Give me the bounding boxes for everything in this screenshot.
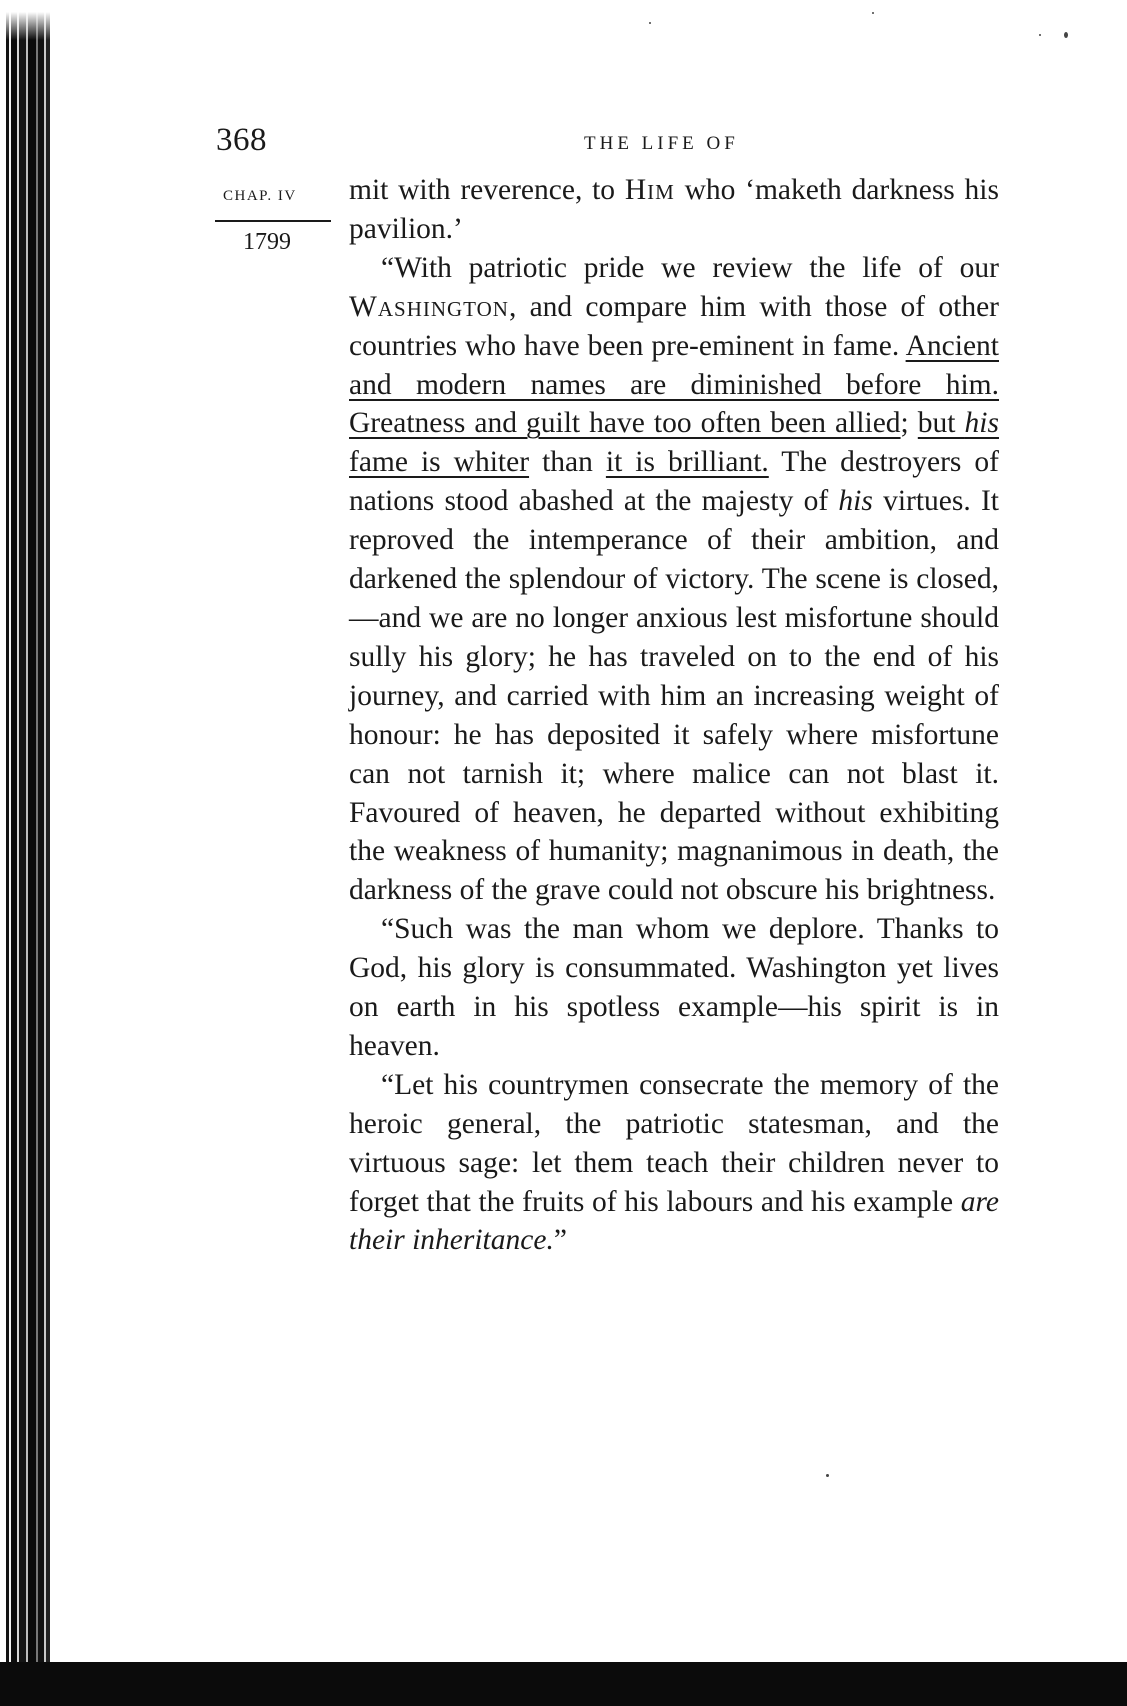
small-caps-name: Him bbox=[624, 174, 675, 206]
margin-rule bbox=[215, 220, 331, 222]
body-text bbox=[349, 171, 999, 1260]
paragraph: “Let his countrymen consecrate the memory of the heroic general, the patriotic statesman, and the virtuous sage: let them teach their children never to forget that the fruits of his labours and his example are their inheritance.” bbox=[349, 1068, 999, 1257]
hand-underlined-passage: Ancient and modern names are diminished before him. Greatness and guilt have too often been allied bbox=[349, 329, 999, 440]
running-head: THE LIFE OF bbox=[584, 133, 739, 154]
scan-speck bbox=[826, 1474, 829, 1477]
scan-bottom-edge bbox=[0, 1662, 1127, 1706]
scan-speck bbox=[872, 12, 874, 14]
binding-fade bbox=[0, 0, 60, 40]
margin-chapter-label: CHAP. IV bbox=[223, 188, 297, 204]
scan-speck bbox=[649, 22, 651, 24]
book-binding-edge bbox=[0, 0, 56, 1706]
italic-word: his bbox=[838, 485, 873, 518]
hand-underlined-passage: it is brilliant. bbox=[605, 446, 769, 479]
hand-underlined-passage: but his fame is whiter bbox=[349, 407, 999, 479]
scan-speck bbox=[1039, 34, 1041, 36]
italic-phrase: are their inheritance. bbox=[349, 1185, 999, 1257]
paragraph: “With patriotic pride we review the life of our Washington, and compare him with those of other countries who have been pre-eminent in fame. Ancient and modern names are diminished before him. Greatness and guilt have too often been allied; but his fame is whiter than it is brilliant. The destroyers of nations stood abashed at the majesty of his virtues. It reproved the intemperance of their ambition, and darkened the splendour of victory. The scene is closed,—and we are no longer anxious lest misfortune should sully his glory; he has traveled on to the end of his journey, and carried with him an increasing weight of honour: he has deposited it safely where misfortune can not tarnish it; where malice can not blast it. Favoured of heaven, he departed without exhibiting the weakness of humanity; magnanimous in death, the darkness of the grave could not obscure his brightness. bbox=[349, 251, 1000, 907]
paragraph: mit with reverence, to Him who ‘maketh darkness his pavilion.’ bbox=[349, 174, 999, 245]
margin-year: 1799 bbox=[243, 229, 291, 255]
paragraph: “Such was the man whom we deplore. Thanks to God, his glory is consummated. Washington yet lives on earth in his spotless example—his spirit is in heaven. bbox=[349, 913, 999, 1062]
small-caps-name: Washington bbox=[349, 290, 509, 323]
scan-speck bbox=[1064, 32, 1068, 38]
page-number: 368 bbox=[216, 122, 267, 158]
